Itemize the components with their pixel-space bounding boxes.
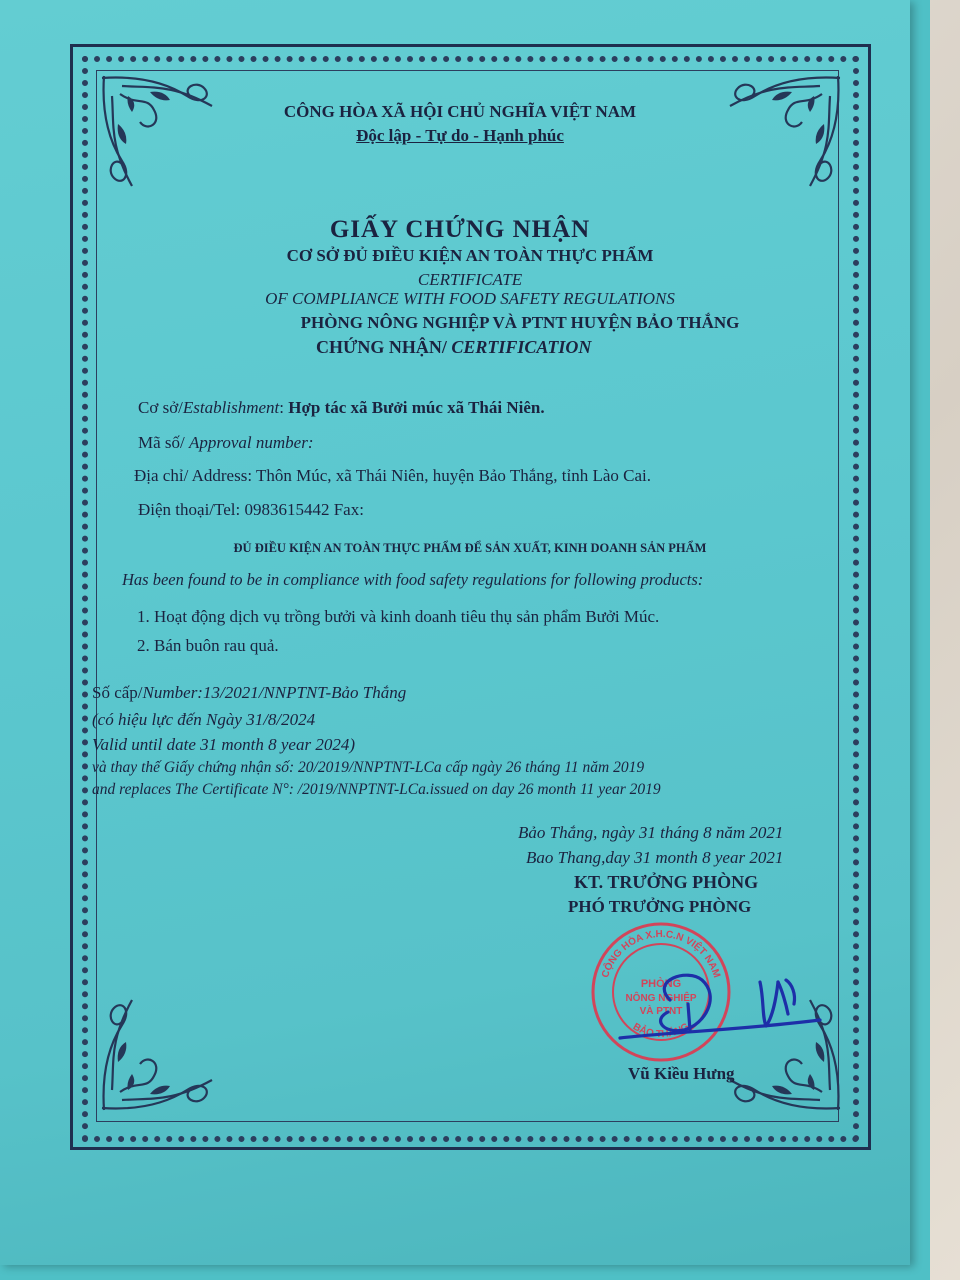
approval-label-vn: Mã số/ [138, 433, 185, 452]
establishment-label-vn: Cơ sở/ [138, 398, 183, 417]
certificate-title-en: CERTIFICATE [417, 270, 523, 289]
certificate-number-value: Number:13/2021/NNPTNT-Bảo Thắng [142, 683, 407, 702]
certification-heading-en: CERTIFICATION [451, 337, 592, 357]
product-item: 2. Bán buôn rau quả. [137, 636, 279, 655]
phone-row [138, 500, 364, 520]
establishment-label-en: Establishment [182, 398, 280, 417]
national-motto: Độc lập - Tự do - Hạnh phúc [356, 126, 564, 145]
issue-date-en: Bao Thang,day 31 month 8 year 2021 [526, 848, 784, 867]
corner-ornament-bottom-left [92, 990, 242, 1120]
phone-value: 0983615442 [244, 500, 330, 519]
certification-heading-vn: CHỨNG NHẬN/ [316, 337, 447, 357]
product-item: 1. Hoạt động dịch vụ trồng bưởi và kinh doanh tiêu thụ sản phẩm Bưởi Múc. [137, 607, 660, 626]
svg-text:BẢO THẮNG: BẢO THẮNG [630, 1021, 692, 1041]
phone-label: Điện thoại/Tel: [138, 500, 241, 519]
certificate-subtitle: CƠ SỞ ĐỦ ĐIỀU KIỆN AN TOÀN THỰC PHẨM [286, 246, 654, 265]
svg-text:PHÒNG: PHÒNG [640, 978, 682, 990]
certificate-number-label: Số cấp/ [92, 683, 143, 702]
handwritten-signature [610, 960, 830, 1050]
issue-date-vn: Bảo Thắng, ngày 31 tháng 8 năm 2021 [518, 823, 784, 842]
replaces-vn: và thay thế Giấy chứng nhận số: 20/2019/NNPTNT-LCa cấp ngày 26 tháng 11 năm 2019 [92, 759, 645, 776]
establishment-row: Cơ sở/Establishment: Hợp tác xã Bưởi múc xã Thái Niên. [138, 398, 545, 417]
approval-row [138, 433, 314, 453]
address-row [134, 466, 651, 486]
signer-title-2: PHÓ TRƯỞNG PHÒNG [568, 897, 752, 916]
compliance-heading-en: Has been found to be in compliance with food safety regulations for following products: [122, 570, 704, 589]
svg-text:VÀ PTNT: VÀ PTNT [639, 1006, 683, 1017]
fax-label: Fax: [333, 500, 364, 519]
address-value: Thôn Múc, xã Thái Niên, huyện Bảo Thắng, tỉnh Lào Cai. [256, 466, 652, 485]
establishment-value: Hợp tác xã Bưởi múc xã Thái Niên. [288, 398, 545, 417]
validity-vn: (có hiệu lực đến Ngày 31/8/2024 [92, 710, 316, 729]
signer-title-1: KT. TRƯỞNG PHÒNG [574, 872, 759, 892]
corner-ornament-top-right [700, 66, 850, 196]
republic-name: CÔNG HÒA XÃ HỘI CHỦ NGHĨA VIỆT NAM [283, 102, 637, 121]
certificate-subtitle-en: OF COMPLIANCE WITH FOOD SAFETY REGULATIONS [265, 289, 675, 308]
certificate-title: GIẤY CHỨNG NHẬN [329, 216, 591, 243]
compliance-heading: ĐỦ ĐIỀU KIỆN AN TOÀN THỰC PHẨM ĐỂ SẢN XUẤT, KINH DOANH SẢN PHẨM [233, 541, 707, 555]
certificate-number [92, 683, 406, 703]
signer-name: Vũ Kiều Hưng [628, 1064, 735, 1083]
svg-text:CỘNG HÒA X.H.C.N VIỆT NAM: CỘNG HÒA X.H.C.N VIỆT NAM [600, 928, 722, 980]
issuing-authority: PHÒNG NÔNG NGHIỆP VÀ PTNT HUYỆN BẢO THẮNG [300, 313, 740, 332]
certification-heading [316, 337, 591, 358]
approval-label-en: Approval number: [189, 433, 314, 452]
svg-text:NÔNG NGHIỆP: NÔNG NGHIỆP [625, 993, 697, 1004]
replaces-en: and replaces The Certificate N°: /2019/NNPTNT-LCa.issued on day 26 month 11 year 2019 [92, 781, 661, 798]
validity-en: Valid until date 31 month 8 year 2024) [92, 735, 356, 754]
address-label: Địa chỉ/ Address: [134, 466, 253, 485]
